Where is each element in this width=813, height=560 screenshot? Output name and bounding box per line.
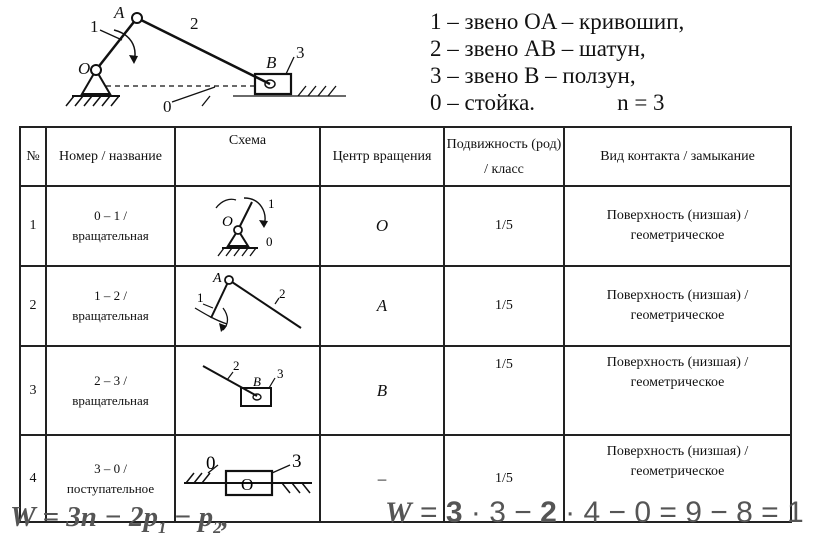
legend-line-2: 2 – звено AB – шатун, — [430, 36, 646, 61]
row-num: 1 — [20, 186, 46, 266]
svg-text:2: 2 — [278, 285, 285, 301]
header-name: Номер / название — [46, 127, 175, 186]
label-o: O — [78, 59, 91, 78]
kinematic-pairs-table — [19, 126, 792, 523]
svg-text:2: 2 — [232, 358, 239, 373]
n-value: n = 3 — [617, 90, 665, 115]
legend-line-3: 3 – звено B – ползун, — [430, 63, 636, 88]
scheme-rotational-a — [183, 268, 313, 338]
legend — [430, 8, 684, 116]
row-scheme — [175, 346, 320, 435]
row-pair: 2 – 3 / вращательная — [46, 346, 175, 435]
row-mobility: 1/5 — [444, 266, 564, 346]
scheme-rotational-b — [193, 352, 303, 422]
row-contact: Поверхность (низшая) / геометрическое — [564, 346, 791, 435]
table-row — [20, 346, 791, 435]
row-contact: Поверхность (низшая) / геометрическое — [564, 435, 791, 522]
svg-text:0: 0 — [205, 453, 215, 474]
formula-general: $W = 3n - 2p_1 - p_2$, — [10, 501, 229, 537]
legend-line-4 — [430, 89, 684, 116]
svg-text:3: 3 — [276, 366, 283, 381]
row-pair: 1 – 2 / вращательная — [46, 266, 175, 346]
label-2: 2 — [190, 14, 199, 33]
row-num: 2 — [20, 266, 46, 346]
table-row — [20, 266, 791, 346]
legend-line-4-text: 0 – стойка. — [430, 90, 536, 115]
svg-text:1: 1 — [196, 289, 203, 305]
row-num: 4 — [20, 435, 46, 522]
row-scheme — [175, 186, 320, 266]
row-num: 3 — [20, 346, 46, 435]
row-center: – — [320, 435, 444, 522]
row-center: O — [320, 186, 444, 266]
row-mobility: 1/5 — [444, 186, 564, 266]
svg-text:A: A — [212, 270, 222, 286]
svg-text:O: O — [221, 213, 233, 230]
header-center: Центр вращения — [320, 127, 444, 186]
row-mobility: 1/5 — [444, 346, 564, 435]
label-3: 3 — [296, 43, 305, 62]
joint-a — [132, 13, 142, 23]
table-header-row — [20, 127, 791, 186]
slider-block — [255, 74, 291, 94]
header-num: № — [20, 127, 46, 186]
formula-computed: W = 3 · 3 − 2 · 4 − 0 = 9 − 8 = 1 — [385, 496, 804, 529]
label-b: B — [266, 53, 277, 72]
legend-line-1: 1 – звено OA – кривошип, — [430, 9, 685, 34]
row-scheme — [175, 266, 320, 346]
label-a: A — [114, 3, 125, 22]
link-ab — [137, 18, 270, 84]
svg-text:1: 1 — [267, 195, 274, 211]
svg-text:0: 0 — [265, 233, 272, 249]
row-contact: Поверхность (низшая) / геометрическое — [564, 266, 791, 346]
label-0: 0 — [163, 97, 172, 116]
header-scheme: Схема — [175, 127, 320, 186]
scheme-rotational-o — [208, 188, 288, 258]
svg-text:B: B — [252, 374, 261, 389]
row-pair: 0 – 1 / вращательная — [46, 186, 175, 266]
scheme-translational — [178, 445, 318, 505]
link-oa — [96, 18, 137, 70]
row-mobility: 1/5 — [444, 435, 564, 522]
row-center: B — [320, 346, 444, 435]
label-1: 1 — [90, 17, 99, 36]
row-center: A — [320, 266, 444, 346]
table-row — [20, 186, 791, 266]
mechanism-diagram — [50, 2, 350, 120]
header-mobility: Подвижность (род) / класс — [444, 127, 564, 186]
row-pair: 3 – 0 / поступательное — [46, 435, 175, 522]
header-contact: Вид контакта / замыкание — [564, 127, 791, 186]
row-contact: Поверхность (низшая) / геометрическое — [564, 186, 791, 266]
svg-text:O: O — [240, 475, 253, 494]
svg-text:3: 3 — [291, 451, 301, 472]
joint-o — [91, 65, 101, 75]
